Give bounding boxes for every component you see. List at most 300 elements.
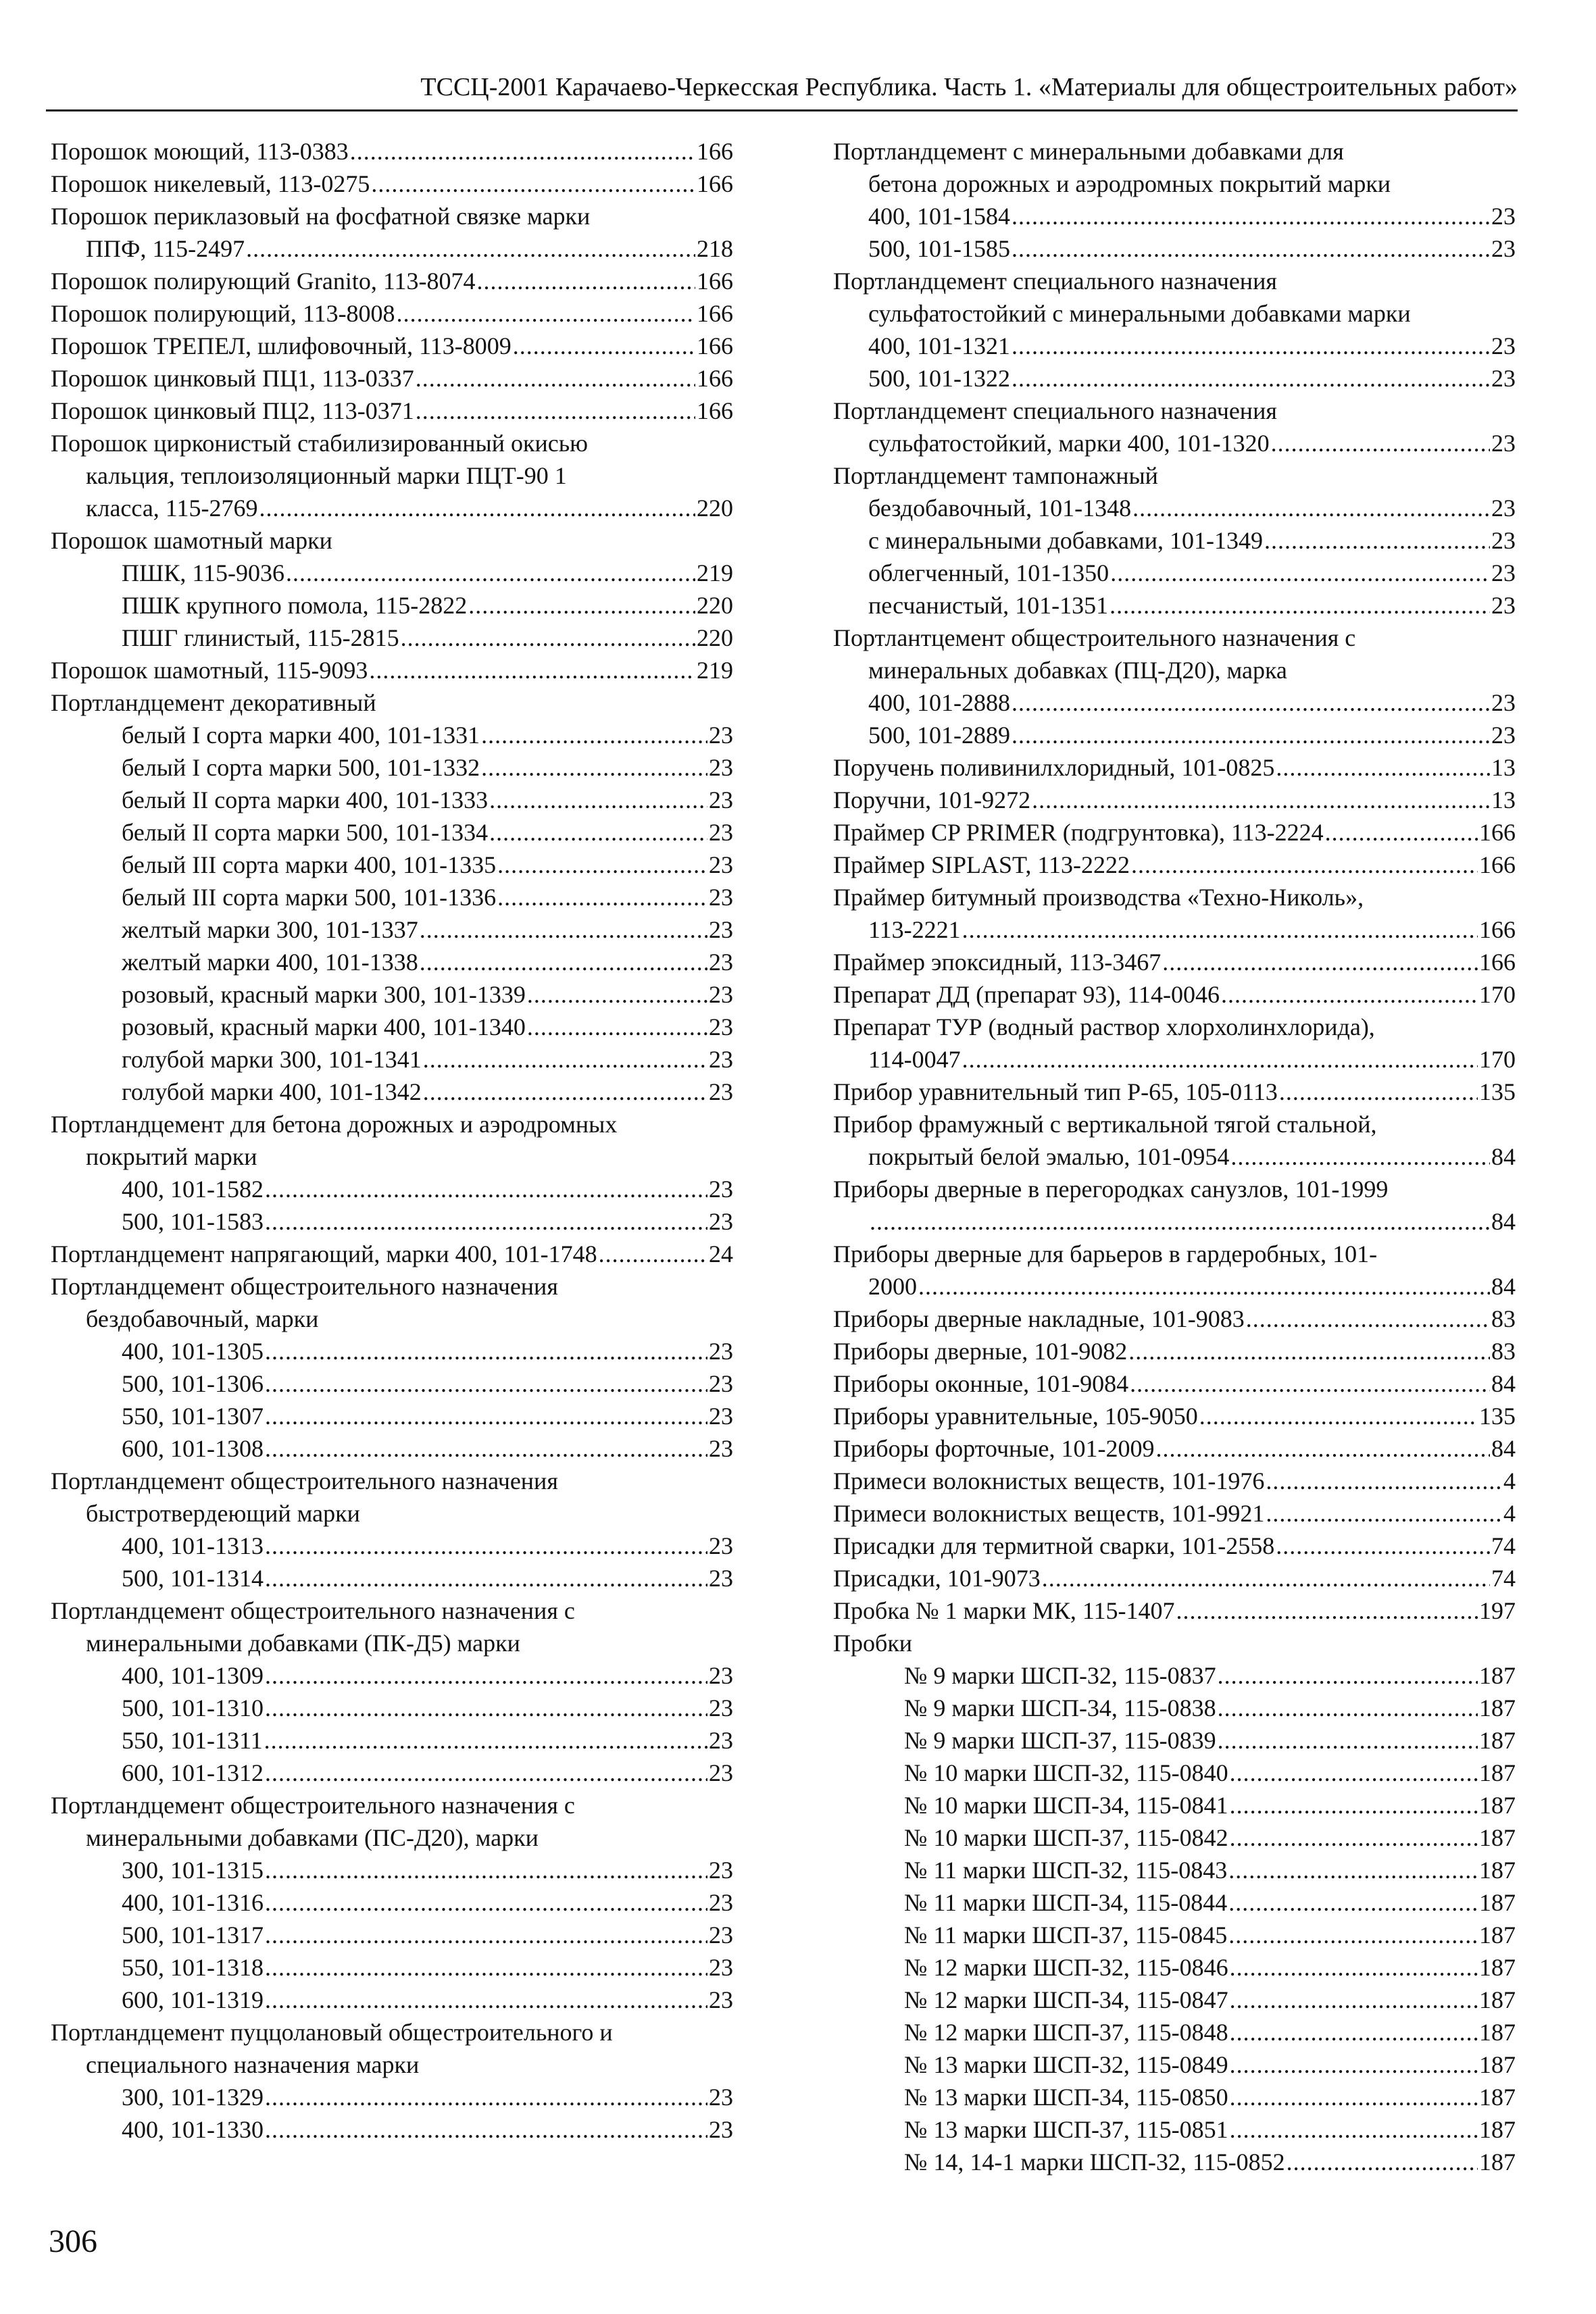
entry-text: бездобавочный, 101-1348 xyxy=(868,495,1132,522)
index-heading: сульфатостойкий с минеральными добавками марки xyxy=(868,300,1411,327)
index-entry xyxy=(51,1011,733,1043)
entry-page: 23 xyxy=(709,916,733,943)
entry-text: № 10 марки ШСП-34, 115-0841 xyxy=(904,1792,1228,1819)
index-heading: специального назначения марки xyxy=(86,2051,420,2078)
index-heading: бездобавочный, марки xyxy=(86,1305,319,1332)
dot-leader xyxy=(497,849,707,881)
dot-leader xyxy=(420,946,707,978)
entry-page: 23 xyxy=(709,1759,733,1786)
entry-page: 166 xyxy=(1479,819,1516,846)
entry-text: класса, 115-2769 xyxy=(86,495,258,522)
index-heading: Порошок циркониcтый стабилизированный окисью xyxy=(51,430,589,457)
index-entry xyxy=(833,1043,1516,1076)
entry-text: Праймер CP PRIMER (подгрунтовка), 113-2224 xyxy=(833,819,1324,846)
entry-page: 23 xyxy=(1491,592,1516,619)
index-heading: минеральными добавками (ПК-Д5) марки xyxy=(86,1630,520,1657)
entry-text: 500, 101-1583 xyxy=(122,1208,264,1235)
entry-text: желтый марки 400, 101-1338 xyxy=(122,949,418,976)
dot-leader xyxy=(962,913,1478,946)
index-entry xyxy=(51,1335,733,1367)
entry-page: 23 xyxy=(709,1208,733,1235)
entry-page: 84 xyxy=(1491,1273,1516,1300)
entry-page: 23 xyxy=(1491,722,1516,749)
entry-page: 84 xyxy=(1491,1435,1516,1462)
dot-leader xyxy=(265,1886,707,1919)
dot-leader xyxy=(371,168,695,200)
dot-leader xyxy=(350,135,695,168)
index-heading: минеральными добавками (ПС-Д20), марки xyxy=(86,1824,539,1851)
entry-text: 500, 101-1314 xyxy=(122,1565,264,1592)
index-entry xyxy=(833,1659,1516,1692)
entry-text: Праймер эпоксидный, 113-3467 xyxy=(833,949,1162,976)
entry-page: 219 xyxy=(697,657,733,684)
dot-leader xyxy=(265,1173,707,1205)
index-entry xyxy=(51,232,733,265)
dot-leader xyxy=(1012,200,1490,232)
dot-leader xyxy=(423,1076,707,1108)
dot-leader xyxy=(1276,1530,1490,1562)
index-entry xyxy=(51,2081,733,2113)
index-entry xyxy=(833,2016,1516,2048)
entry-text: ПШК крупного помола, 115-2822 xyxy=(122,592,468,619)
dot-leader xyxy=(1264,524,1490,557)
dot-leader xyxy=(1228,1886,1478,1919)
dot-leader xyxy=(265,1562,707,1594)
entry-text: 550, 101-1307 xyxy=(122,1403,264,1430)
entry-text: № 12 марки ШСП-37, 115-0848 xyxy=(904,2019,1228,2046)
entry-text: Приборы дверные, 101-9082 xyxy=(833,1338,1128,1365)
entry-page: 23 xyxy=(709,949,733,976)
entry-text: 400, 101-1313 xyxy=(122,1532,264,1559)
entry-text: Присадки для термитной сварки, 101-2558 xyxy=(833,1532,1275,1559)
entry-page: 170 xyxy=(1479,1046,1516,1073)
entry-text: 600, 101-1312 xyxy=(122,1759,264,1786)
dot-leader xyxy=(1131,849,1478,881)
entry-page: 23 xyxy=(1491,430,1516,457)
index-entry xyxy=(51,816,733,849)
entry-text: № 9 марки ШСП-34, 115-0838 xyxy=(904,1694,1216,1721)
entry-page: 23 xyxy=(1491,495,1516,522)
index-heading: Портландцемент тампонажный xyxy=(833,462,1158,489)
index-entry xyxy=(51,1919,733,1951)
index-entry xyxy=(833,492,1516,524)
entry-page: 23 xyxy=(709,754,733,781)
entry-text: ППФ, 115-2497 xyxy=(86,235,245,262)
dot-leader xyxy=(1230,1757,1478,1789)
entry-page: 23 xyxy=(709,1013,733,1040)
dot-leader xyxy=(1230,1984,1478,2016)
index-entry xyxy=(833,2113,1516,2146)
index-heading: Портландцемент общестроительного назначения xyxy=(51,1467,558,1494)
entry-page: 23 xyxy=(709,1565,733,1592)
index-entry xyxy=(833,232,1516,265)
dot-leader xyxy=(497,881,707,913)
entry-text: голубой марки 300, 101-1341 xyxy=(122,1046,422,1073)
dot-leader xyxy=(489,816,707,849)
entry-page: 166 xyxy=(1479,949,1516,976)
entry-text: № 9 марки ШСП-37, 115-0839 xyxy=(904,1727,1216,1754)
dot-leader xyxy=(265,1984,707,2016)
index-entry xyxy=(51,978,733,1011)
dot-leader xyxy=(265,1854,707,1886)
entry-text: № 10 марки ШСП-37, 115-0842 xyxy=(904,1824,1228,1851)
dot-leader xyxy=(1155,1432,1490,1465)
index-entry xyxy=(51,492,733,524)
entry-text: 500, 101-1322 xyxy=(868,365,1010,392)
index-heading: Приборы дверные в перегородках санузлов, 101-1999 xyxy=(833,1176,1389,1203)
index-entry xyxy=(51,1692,733,1724)
entry-page: 135 xyxy=(1479,1078,1516,1105)
index-entry xyxy=(833,1562,1516,1594)
index-entry xyxy=(833,751,1516,784)
entry-page: 170 xyxy=(1479,981,1516,1008)
index-entry xyxy=(51,1659,733,1692)
dot-leader xyxy=(1176,1594,1478,1627)
dot-leader xyxy=(527,1011,707,1043)
index-heading: кальция, теплоизоляционный марки ПЦТ-90 1 xyxy=(86,462,567,489)
entry-text: Приборы уравнительные, 105-9050 xyxy=(833,1403,1198,1430)
entry-page: 23 xyxy=(709,884,733,911)
index-entry xyxy=(833,946,1516,978)
entry-page: 187 xyxy=(1479,1986,1516,2013)
index-entry xyxy=(51,1043,733,1076)
entry-text: № 14, 14-1 марки ШСП-32, 115-0852 xyxy=(904,2148,1285,2175)
entry-page: 166 xyxy=(697,170,733,197)
entry-text: белый II сорта марки 500, 101-1334 xyxy=(122,819,489,846)
dot-leader xyxy=(513,330,695,362)
index-heading: быстротвердеющий марки xyxy=(86,1500,360,1527)
index-entry xyxy=(51,1886,733,1919)
index-heading: Приборы дверные для барьеров в гардеробных, 101- xyxy=(833,1240,1378,1267)
entry-page: 187 xyxy=(1479,1662,1516,1689)
entry-text: песчанистый, 101-1351 xyxy=(868,592,1109,619)
entry-text: Порошок цинковый ПЦ1, 113-0337 xyxy=(51,365,414,392)
index-entry xyxy=(833,1140,1516,1173)
entry-page: 197 xyxy=(1479,1597,1516,1624)
index-heading: Порошок периклазовый на фосфатной связке марки xyxy=(51,203,591,230)
dot-leader xyxy=(265,1367,707,1400)
entry-page: 23 xyxy=(709,1078,733,1105)
entry-text: Прибор уравнительный тип Р-65, 105-0113 xyxy=(833,1078,1278,1105)
dot-leader xyxy=(1012,362,1490,395)
index-entry xyxy=(833,816,1516,849)
entry-text: Пробка № 1 марки МК, 115-1407 xyxy=(833,1597,1175,1624)
index-heading: Портлантцемент общестроительного назначения с xyxy=(833,624,1356,651)
dot-leader xyxy=(1230,2081,1478,2113)
dot-leader xyxy=(265,1432,707,1465)
index-entry xyxy=(51,1432,733,1465)
dot-leader xyxy=(1218,1692,1478,1724)
dot-leader xyxy=(423,1043,707,1076)
index-entry xyxy=(51,1238,733,1270)
index-heading: Портландцемент общестроительного назначения xyxy=(51,1273,558,1300)
dot-leader xyxy=(1228,1854,1478,1886)
index-entry xyxy=(51,1854,733,1886)
index-entry xyxy=(51,362,733,395)
index-entry xyxy=(833,686,1516,719)
dot-leader xyxy=(1279,1076,1478,1108)
entry-page: 4 xyxy=(1503,1467,1516,1494)
entry-text: 114-0047 xyxy=(868,1046,961,1073)
index-entry xyxy=(833,1757,1516,1789)
entry-text: № 11 марки ШСП-34, 115-0844 xyxy=(904,1889,1228,1916)
dot-leader xyxy=(265,1951,707,1984)
index-entry xyxy=(51,395,733,427)
entry-page: 23 xyxy=(709,1954,733,1981)
entry-text: 550, 101-1318 xyxy=(122,1954,264,1981)
index-entry xyxy=(51,1173,733,1205)
entry-text: 400, 101-1309 xyxy=(122,1662,264,1689)
index-entry xyxy=(51,1757,733,1789)
entry-text: покрытый белой эмалью, 101-0954 xyxy=(868,1143,1230,1170)
dot-leader xyxy=(477,265,695,297)
entry-page: 166 xyxy=(697,397,733,424)
entry-text: Приборы оконные, 101-9084 xyxy=(833,1370,1129,1397)
entry-page: 187 xyxy=(1479,1921,1516,1948)
entry-page: 166 xyxy=(697,138,733,165)
entry-text: 500, 101-1310 xyxy=(122,1694,264,1721)
dot-leader xyxy=(1218,1659,1478,1692)
entry-page: 166 xyxy=(1479,916,1516,943)
entry-page: 23 xyxy=(709,1046,733,1073)
index-entry xyxy=(833,1205,1516,1238)
dot-leader xyxy=(599,1238,707,1270)
dot-leader xyxy=(527,978,707,1011)
index-entry xyxy=(833,1724,1516,1757)
index-entry xyxy=(51,265,733,297)
dot-leader xyxy=(265,2113,707,2146)
index-column-left xyxy=(51,135,733,2146)
entry-text: голубой марки 400, 101-1342 xyxy=(122,1078,422,1105)
dot-leader xyxy=(1012,719,1490,751)
entry-text: 2000 xyxy=(868,1273,917,1300)
dot-leader xyxy=(962,1043,1478,1076)
dot-leader xyxy=(1228,1919,1478,1951)
entry-text: 113-2221 xyxy=(868,916,961,943)
entry-text: 400, 101-1305 xyxy=(122,1338,264,1365)
entry-text: № 12 марки ШСП-34, 115-0847 xyxy=(904,1986,1228,2013)
index-heading: Портландцемент декоративный xyxy=(51,689,376,716)
index-entry xyxy=(51,1400,733,1432)
index-heading: Портландцемент общестроительного назначения с xyxy=(51,1597,575,1624)
index-entry xyxy=(833,1367,1516,1400)
entry-text: 500, 101-1585 xyxy=(868,235,1010,262)
entry-page: 23 xyxy=(1491,365,1516,392)
index-heading: Прибор фрамужный с вертикальной тягой стальной, xyxy=(833,1111,1377,1138)
index-entry xyxy=(833,1984,1516,2016)
dot-leader xyxy=(416,362,695,395)
dot-leader xyxy=(1042,1562,1490,1594)
entry-page: 74 xyxy=(1491,1532,1516,1559)
index-entry xyxy=(51,1530,733,1562)
dot-leader xyxy=(259,492,695,524)
dot-leader xyxy=(265,1205,707,1238)
dot-leader xyxy=(265,1400,707,1432)
index-entry xyxy=(51,1367,733,1400)
dot-leader xyxy=(1162,946,1478,978)
entry-text: Порошок полирующий, 113-8008 xyxy=(51,300,395,327)
entry-page: 187 xyxy=(1479,2116,1516,2143)
index-entry xyxy=(833,557,1516,589)
index-entry xyxy=(833,849,1516,881)
index-entry xyxy=(51,913,733,946)
entry-text: белый I сорта марки 500, 101-1332 xyxy=(122,754,480,781)
entry-text: 600, 101-1308 xyxy=(122,1435,264,1462)
dot-leader xyxy=(369,654,695,686)
dot-leader xyxy=(1110,557,1490,589)
entry-page: 187 xyxy=(1479,2148,1516,2175)
entry-page: 23 xyxy=(709,1694,733,1721)
index-entry xyxy=(833,913,1516,946)
entry-page: 166 xyxy=(1479,851,1516,878)
index-entry xyxy=(51,784,733,816)
dot-leader xyxy=(265,1335,707,1367)
index-entry xyxy=(833,589,1516,622)
index-entry xyxy=(51,622,733,654)
entry-text: № 13 марки ШСП-37, 115-0851 xyxy=(904,2116,1228,2143)
entry-text: № 13 марки ШСП-32, 115-0849 xyxy=(904,2051,1228,2078)
dot-leader xyxy=(1012,232,1490,265)
entry-text: № 9 марки ШСП-32, 115-0837 xyxy=(904,1662,1216,1689)
index-entry xyxy=(833,784,1516,816)
dot-leader xyxy=(1130,1367,1490,1400)
entry-text: 400, 101-2888 xyxy=(868,689,1010,716)
index-entry xyxy=(51,1724,733,1757)
index-entry xyxy=(51,849,733,881)
dot-leader xyxy=(1230,1951,1478,1984)
index-entry xyxy=(833,1692,1516,1724)
entry-page: 187 xyxy=(1479,1759,1516,1786)
entry-page: 187 xyxy=(1479,2084,1516,2111)
entry-text: сульфатостойкий, марки 400, 101-1320 xyxy=(868,430,1270,457)
index-heading: Портландцемент общестроительного назначения с xyxy=(51,1792,575,1819)
entry-page: 23 xyxy=(709,1857,733,1884)
entry-page: 218 xyxy=(697,235,733,262)
entry-page: 220 xyxy=(697,495,733,522)
dot-leader xyxy=(264,1724,707,1757)
entry-page: 23 xyxy=(709,1370,733,1397)
index-entry xyxy=(51,330,733,362)
dot-leader xyxy=(265,1692,707,1724)
dot-leader xyxy=(870,1205,1490,1238)
entry-page: 187 xyxy=(1479,1857,1516,1884)
entry-page: 23 xyxy=(709,1532,733,1559)
dot-leader xyxy=(1230,2113,1478,2146)
entry-text: 600, 101-1319 xyxy=(122,1986,264,2013)
entry-page: 220 xyxy=(697,592,733,619)
index-entry xyxy=(833,1821,1516,1854)
entry-page: 23 xyxy=(709,2116,733,2143)
index-heading: покрытий марки xyxy=(86,1143,257,1170)
entry-text: № 10 марки ШСП-32, 115-0840 xyxy=(904,1759,1228,1786)
index-heading: Портландцемент специального назначения xyxy=(833,268,1277,295)
dot-leader xyxy=(481,719,707,751)
index-heading: Порошок шамотный марки xyxy=(51,527,332,554)
entry-page: 219 xyxy=(697,559,733,586)
entry-text: ПШГ глинистый, 115-2815 xyxy=(122,624,399,651)
entry-text: облегченный, 101-1350 xyxy=(868,559,1109,586)
index-entry xyxy=(833,978,1516,1011)
dot-leader xyxy=(468,589,695,622)
entry-page: 24 xyxy=(709,1240,733,1267)
entry-page: 23 xyxy=(709,819,733,846)
index-entry xyxy=(51,1562,733,1594)
index-entry xyxy=(833,1854,1516,1886)
dot-leader xyxy=(265,1530,707,1562)
dot-leader xyxy=(1032,784,1490,816)
entry-page: 135 xyxy=(1479,1403,1516,1430)
entry-page: 13 xyxy=(1491,786,1516,813)
dot-leader xyxy=(481,751,707,784)
index-entry xyxy=(833,1886,1516,1919)
entry-page: 23 xyxy=(709,1176,733,1203)
index-entry xyxy=(833,1400,1516,1432)
dot-leader xyxy=(420,913,707,946)
entry-text: белый II сорта марки 400, 101-1333 xyxy=(122,786,489,813)
index-entry xyxy=(51,654,733,686)
entry-page: 166 xyxy=(697,268,733,295)
dot-leader xyxy=(1128,1335,1490,1367)
entry-page: 23 xyxy=(709,1727,733,1754)
index-entry xyxy=(833,362,1516,395)
index-entry xyxy=(51,557,733,589)
entry-page: 23 xyxy=(709,1662,733,1689)
dot-leader xyxy=(1109,589,1490,622)
dot-leader xyxy=(1230,1821,1478,1854)
dot-leader xyxy=(1230,1789,1478,1821)
index-heading: Портландцемент специального назначения xyxy=(833,397,1277,424)
index-entry xyxy=(833,427,1516,459)
dot-leader xyxy=(401,622,695,654)
index-entry xyxy=(833,1497,1516,1530)
entry-text: 400, 101-1316 xyxy=(122,1889,264,1916)
entry-text: 500, 101-1306 xyxy=(122,1370,264,1397)
entry-text: Праймер SIPLAST, 113-2222 xyxy=(833,851,1130,878)
entry-page: 166 xyxy=(697,332,733,359)
index-entry xyxy=(833,1789,1516,1821)
entry-page: 187 xyxy=(1479,1792,1516,1819)
entry-text: Примеси волокнистых веществ, 101-1976 xyxy=(833,1467,1265,1494)
entry-page: 166 xyxy=(697,365,733,392)
entry-text: желтый марки 300, 101-1337 xyxy=(122,916,418,943)
dot-leader xyxy=(1012,330,1490,362)
entry-page: 23 xyxy=(709,1403,733,1430)
index-entry xyxy=(51,1984,733,2016)
entry-page: 23 xyxy=(1491,689,1516,716)
entry-text: № 13 марки ШСП-34, 115-0850 xyxy=(904,2084,1228,2111)
entry-page: 13 xyxy=(1491,754,1516,781)
dot-leader xyxy=(1266,1497,1502,1530)
index-heading: Праймер битумный производства «Техно-Николь», xyxy=(833,884,1364,911)
index-entry xyxy=(833,2146,1516,2178)
index-entry xyxy=(833,1530,1516,1562)
index-entry xyxy=(51,135,733,168)
index-heading: Портландцемент для бетона дорожных и аэродромных xyxy=(51,1111,618,1138)
entry-text: 400, 101-1584 xyxy=(868,203,1010,230)
entry-text: Портландцемент напрягающий, марки 400, 101-1748 xyxy=(51,1240,597,1267)
entry-text: 400, 101-1330 xyxy=(122,2116,264,2143)
index-entry xyxy=(833,200,1516,232)
entry-text: ПШК, 115-9036 xyxy=(122,559,284,586)
entry-text: розовый, красный марки 400, 101-1340 xyxy=(122,1013,526,1040)
entry-page: 23 xyxy=(709,2084,733,2111)
index-entry xyxy=(833,1076,1516,1108)
entry-text: 500, 101-1317 xyxy=(122,1921,264,1948)
entry-page: 23 xyxy=(709,981,733,1008)
index-column-right xyxy=(833,135,1516,2178)
entry-text: 500, 101-2889 xyxy=(868,722,1010,749)
entry-text: розовый, красный марки 300, 101-1339 xyxy=(122,981,526,1008)
